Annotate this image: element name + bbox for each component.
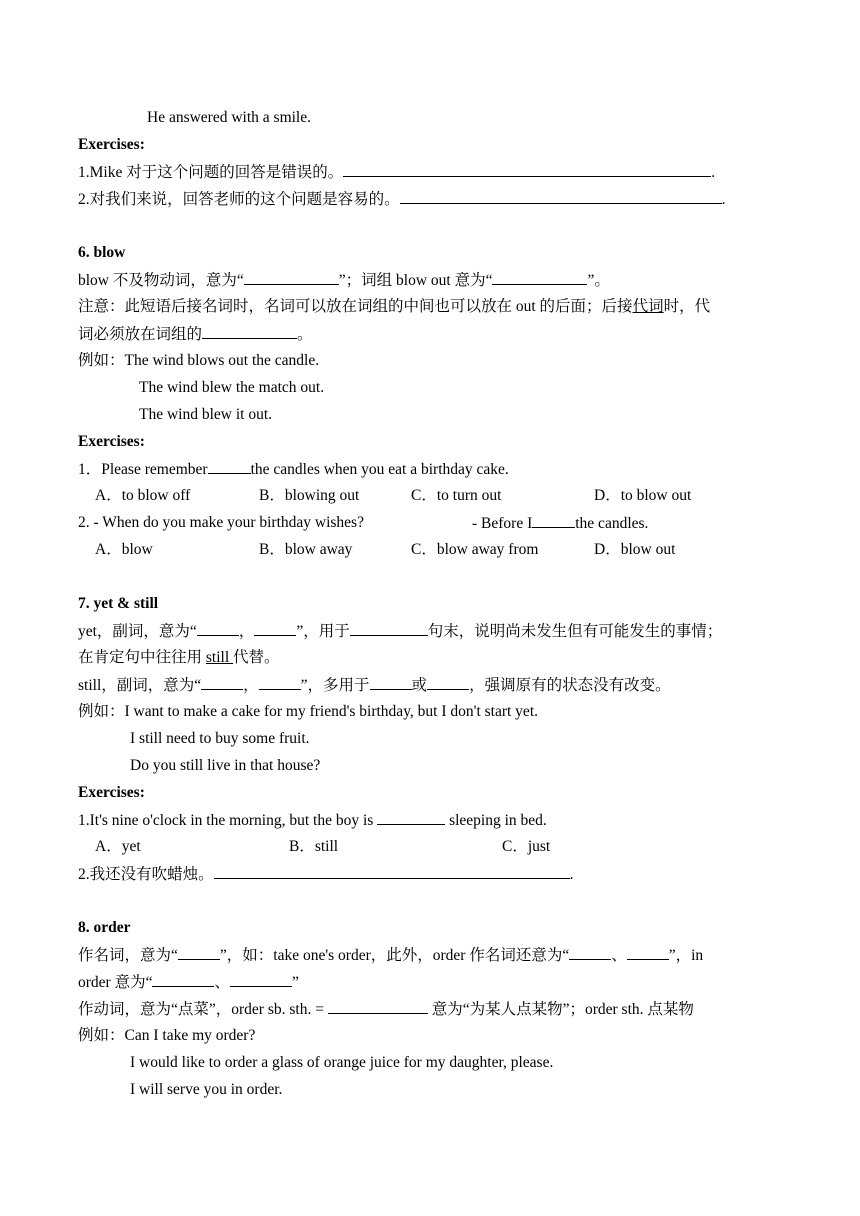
text: blow 不及物动词，意为“: [78, 272, 244, 289]
example-label: 例如：: [78, 703, 125, 720]
answer-blank[interactable]: [208, 459, 251, 474]
example-sentence: He answered with a smile.: [147, 109, 311, 126]
answer-blank[interactable]: [343, 162, 711, 177]
options-row: [0, 486, 860, 506]
example-sentence: The wind blew the match out.: [139, 379, 325, 396]
note-line: [78, 297, 710, 317]
exercise-text: 2.对我们来说，回答老师的这个问题是容易的。: [78, 191, 400, 208]
text: yet，副词，意为“: [78, 623, 197, 640]
text: ”，如：take one's order，此外，order 作名词还意为“: [219, 947, 570, 964]
text: ，强调原有的状态没有改变。: [469, 677, 671, 694]
example-sentence: The wind blew it out.: [139, 406, 273, 423]
text: ”: [291, 974, 299, 991]
option-d[interactable]: D．blow out: [594, 541, 676, 558]
text: 1.It's nine o'clock in the morning, but the boy is: [78, 812, 374, 829]
exercise-question: 2. - When do you make your birthday wishes?: [78, 514, 364, 531]
section-title: 6. blow: [78, 244, 126, 261]
example-label: 例如：: [78, 1027, 125, 1044]
answer-blank[interactable]: [569, 945, 611, 960]
definition-line: [78, 999, 694, 1020]
option-b[interactable]: B．blowing out: [259, 487, 360, 504]
example-sentence: I would like to order a glass of orange juice for my daughter, please.: [130, 1054, 554, 1071]
underlined-text: 代词: [632, 298, 664, 315]
answer-blank[interactable]: [152, 972, 214, 987]
text: the candles when you eat a birthday cake.: [250, 461, 509, 478]
exercise-question-part: [472, 513, 648, 534]
text: 意为“为某人点某物”；order sth. 点某物: [431, 1001, 694, 1018]
answer-blank[interactable]: [244, 270, 339, 285]
text: - Before I: [472, 515, 533, 532]
example-sentence: The wind blows out the candle.: [124, 352, 320, 369]
option-c[interactable]: C．to turn out: [411, 487, 502, 504]
text: 1．Please remember: [78, 461, 208, 478]
answer-blank[interactable]: [400, 189, 722, 204]
exercise-text: 2.我还没有吹蜡烛。: [78, 866, 214, 883]
answer-blank[interactable]: [627, 945, 669, 960]
example-label: 例如：: [78, 352, 125, 369]
section-title: 7. yet & still: [78, 595, 159, 612]
exercise-item: [78, 162, 715, 183]
underlined-text: still: [205, 649, 234, 666]
text: still，副词，意为“: [78, 677, 202, 694]
answer-blank[interactable]: [201, 675, 243, 690]
example-sentence: I still need to buy some fruit.: [130, 730, 310, 747]
text: order 意为“: [78, 974, 153, 991]
answer-blank[interactable]: [214, 864, 570, 879]
text: sleeping in bed.: [449, 812, 547, 829]
text: ”，多用于: [300, 677, 370, 694]
text: the candles.: [575, 515, 649, 532]
option-b[interactable]: B．blow away: [259, 541, 353, 558]
text: 作动词，意为“点菜”，order sb. sth. =: [78, 1001, 324, 1018]
definition-line: [78, 675, 671, 696]
answer-blank[interactable]: [350, 621, 428, 636]
text: 注意：此短语后接名词时，名词可以放在词组的中间也可以放在 out 的后面；后接: [78, 298, 633, 315]
answer-blank[interactable]: [202, 324, 297, 339]
text: ，: [238, 623, 255, 640]
example-line: [78, 702, 538, 722]
text: 或: [411, 677, 428, 694]
options-row: [0, 540, 860, 560]
text: 词必须放在词组的: [78, 326, 203, 343]
option-b[interactable]: B．still: [289, 838, 339, 855]
note-line: [78, 324, 313, 345]
exercises-heading: Exercises:: [78, 433, 145, 450]
text: 时，代: [663, 298, 711, 315]
text: ”，用于: [296, 623, 350, 640]
text: 、: [611, 947, 627, 964]
text: ”。: [587, 272, 610, 289]
answer-blank[interactable]: [532, 513, 575, 528]
option-c[interactable]: C．blow away from: [411, 541, 539, 558]
answer-blank[interactable]: [328, 999, 428, 1014]
text: 代替。: [233, 649, 280, 666]
text: ”；词组 blow out 意为“: [338, 272, 493, 289]
answer-blank[interactable]: [427, 675, 469, 690]
text: 在肯定句中往往用: [78, 649, 206, 666]
text: 句末，说明尚未发生但有可能发生的事情；: [427, 623, 723, 640]
exercises-heading: Exercises:: [78, 136, 145, 153]
answer-blank[interactable]: [377, 810, 445, 825]
example-sentence: I want to make a cake for my friend's birthday, but I don't start yet.: [124, 703, 538, 720]
option-c[interactable]: C．just: [502, 838, 551, 855]
text: 、: [214, 974, 230, 991]
example-sentence: Do you still live in that house?: [130, 757, 321, 774]
answer-blank[interactable]: [254, 621, 296, 636]
answer-blank[interactable]: [370, 675, 412, 690]
answer-blank[interactable]: [178, 945, 220, 960]
definition-line: [78, 270, 610, 291]
exercise-question: [78, 810, 547, 831]
definition-line: [78, 945, 703, 966]
period: .: [711, 164, 716, 181]
definition-line: [78, 972, 299, 993]
option-a[interactable]: A．to blow off: [95, 487, 191, 504]
example-line: [78, 1026, 255, 1046]
text: ，: [243, 677, 259, 694]
definition-line: [78, 648, 280, 668]
exercise-item: [78, 864, 574, 885]
period: .: [721, 191, 726, 208]
options-row: [0, 837, 860, 857]
text: 作名词，意为“: [78, 947, 178, 964]
exercises-heading: Exercises:: [78, 784, 145, 801]
exercise-text: 1.Mike 对于这个问题的回答是错误的。: [78, 164, 344, 181]
period: .: [569, 866, 574, 883]
example-line: [78, 351, 319, 371]
answer-blank[interactable]: [492, 270, 587, 285]
text: ”，in: [668, 947, 704, 964]
answer-blank[interactable]: [259, 675, 301, 690]
definition-line: [78, 621, 722, 642]
exercise-item: [78, 189, 726, 210]
option-d[interactable]: D．to blow out: [594, 487, 692, 504]
example-sentence: Can I take my order?: [124, 1027, 256, 1044]
answer-blank[interactable]: [197, 621, 239, 636]
exercise-question: [78, 459, 509, 480]
answer-blank[interactable]: [230, 972, 292, 987]
text: 。: [297, 326, 313, 343]
option-a[interactable]: A．yet: [95, 838, 141, 855]
option-a[interactable]: A．blow: [95, 541, 153, 558]
example-sentence: I will serve you in order.: [130, 1081, 283, 1098]
section-title: 8. order: [78, 919, 131, 936]
